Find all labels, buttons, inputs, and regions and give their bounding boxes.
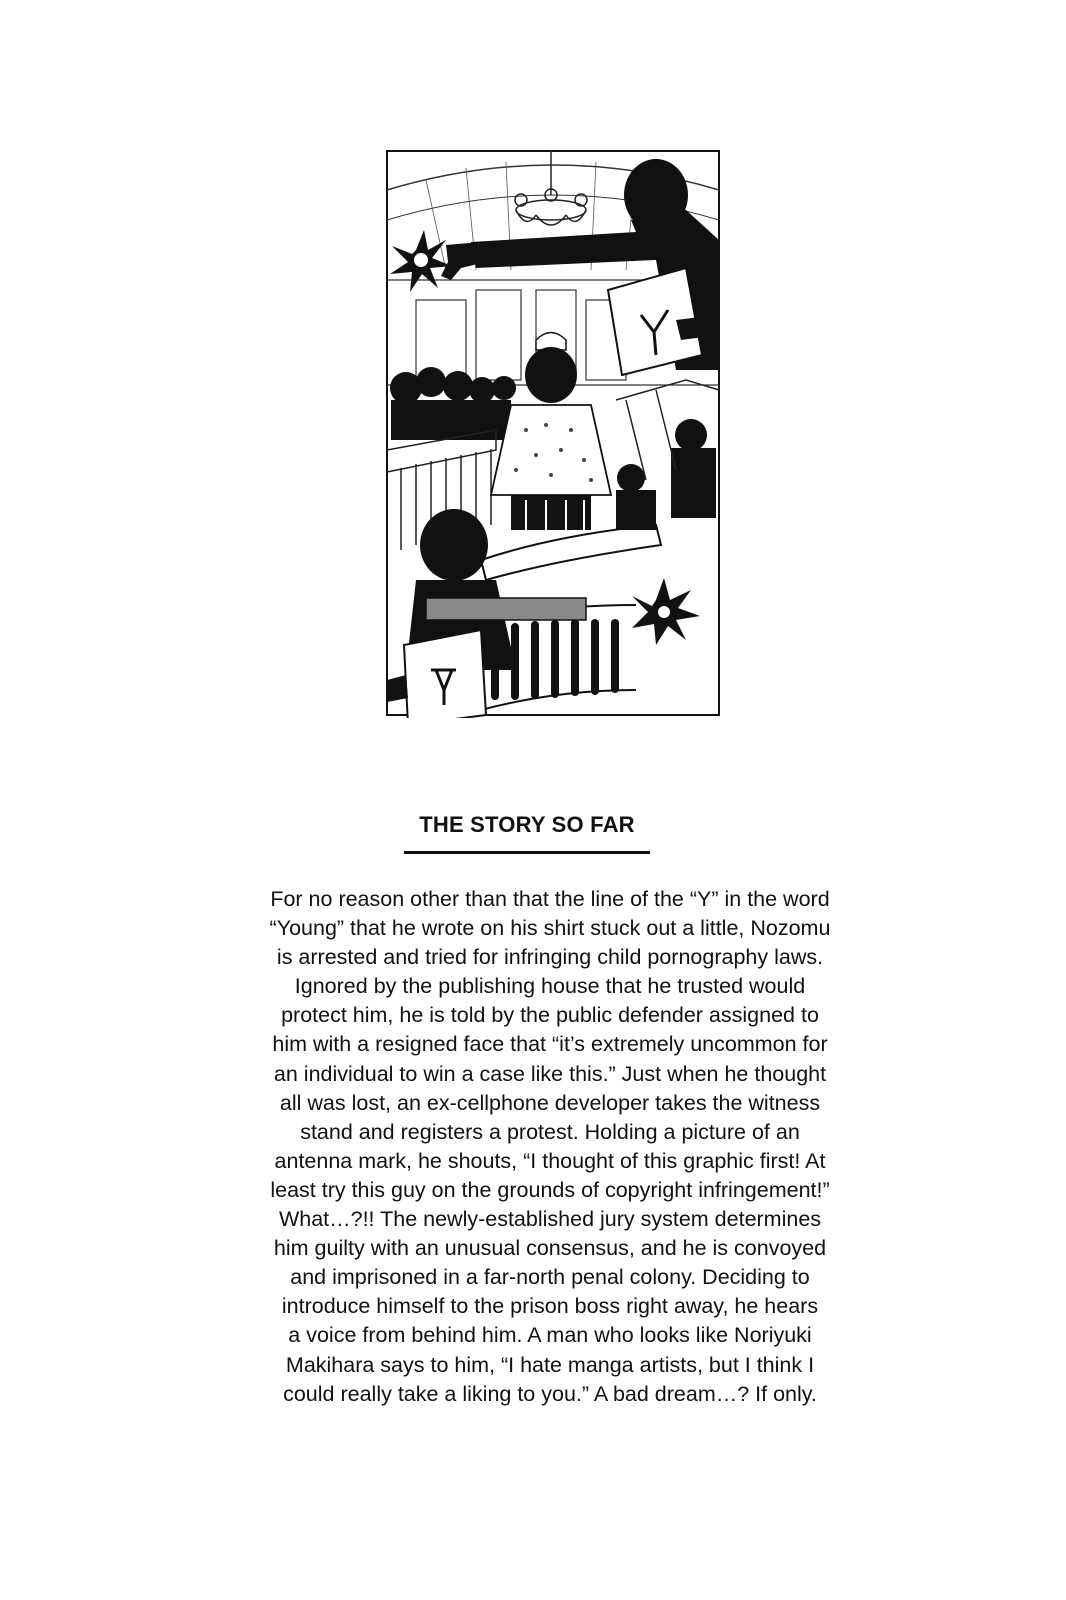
story-line: Ignored by the publishing house that he trusted would bbox=[294, 974, 806, 999]
story-line: Makihara says to him, “I hate manga artists, but I think I bbox=[285, 1352, 815, 1377]
story-line: and imprisoned in a far-north penal colony. Deciding to bbox=[290, 1265, 810, 1290]
story-line: For no reason other than that the line of the “Y” in the word bbox=[270, 887, 830, 911]
story-line: antenna mark, he shouts, “I thought of this graphic first! At bbox=[274, 1148, 826, 1173]
story-line: is arrested and tried for infringing child pornography laws. bbox=[276, 945, 824, 970]
story-line: a voice from behind him. A man who looks like Noriyuki bbox=[288, 1323, 812, 1348]
story-line: What…?!! The newly-established jury system determines bbox=[278, 1207, 822, 1232]
story-line: stand and registers a protest. Holding a picture of an bbox=[300, 1119, 800, 1144]
story-line: him guilty with an unusual consensus, and he is convoyed bbox=[273, 1236, 827, 1261]
story-line: could really take a liking to you.” A bad dream…? If only. bbox=[283, 1381, 817, 1406]
story-text bbox=[230, 885, 870, 1409]
story-line: introduce himself to the prison boss right away, he hears bbox=[281, 1294, 819, 1319]
courtroom-illustration bbox=[386, 150, 720, 718]
story-line: protect him, he is told by the public defender assigned to bbox=[281, 1003, 819, 1028]
story-line: all was lost, an ex-cellphone developer takes the witness bbox=[279, 1090, 821, 1115]
story-line: least try this guy on the grounds of copyright infringement!” bbox=[270, 1177, 830, 1202]
story-line: him with a resigned face that “it’s extremely uncommon for bbox=[272, 1032, 828, 1057]
page-title: THE STORY SO FAR bbox=[419, 812, 635, 837]
story-line: an individual to win a case like this.” Just when he thought bbox=[273, 1061, 827, 1086]
title-underline bbox=[404, 851, 650, 854]
story-line: “Young” that he wrote on his shirt stuck out a little, Nozomu bbox=[269, 916, 831, 941]
